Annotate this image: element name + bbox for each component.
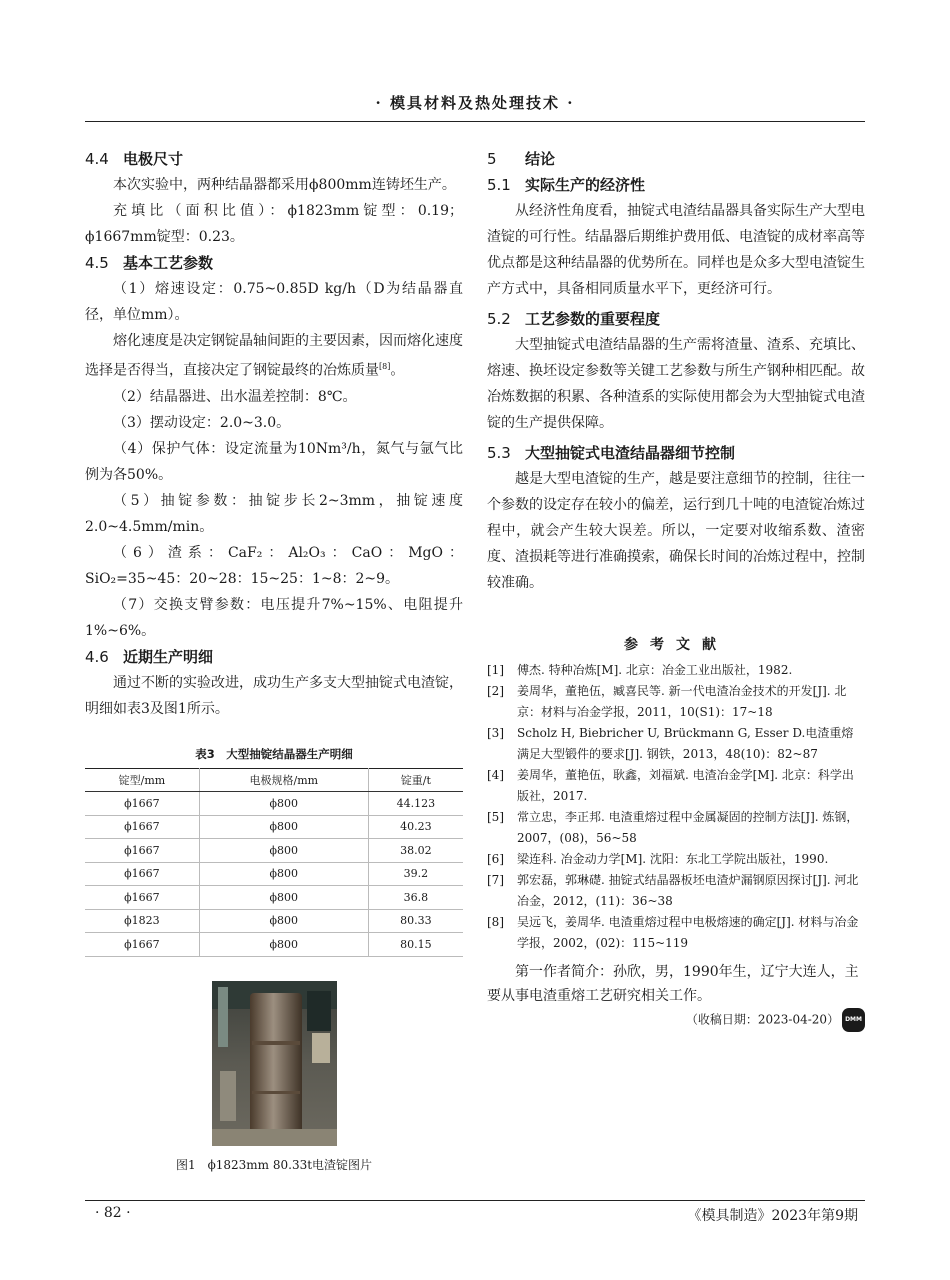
left-column xyxy=(85,146,463,1173)
reference-text: 傅杰. 特种冶炼[M]. 北京：冶金工业出版社，1982. xyxy=(517,663,793,677)
reference-text: 梁连科. 冶金动力学[M]. 沈阳：东北工学院出版社，1990. xyxy=(517,852,829,866)
reference-text: 吴远飞，姜周华. 电渣重熔过程中电极熔速的确定[J]. 材料与冶金学报，2002，(02)：115~119 xyxy=(517,915,859,950)
references-heading: 参考文献 xyxy=(624,637,728,653)
table-cell: ϕ1667 xyxy=(85,792,199,816)
table-cell: ϕ1823 xyxy=(85,909,199,933)
table-cell: ϕ800 xyxy=(199,862,368,886)
received-date: （收稿日期：2023-04-20） DMM xyxy=(487,1008,865,1032)
table-cell: ϕ800 xyxy=(199,909,368,933)
dmm-logo-icon: DMM xyxy=(842,1008,865,1032)
running-header: · 模具材料及热处理技术 · xyxy=(375,94,575,112)
table-row xyxy=(85,933,463,957)
table-header-cell: 锭重/t xyxy=(368,768,463,792)
reference-number: [2] xyxy=(487,684,504,698)
section-heading-5: 5 结论 xyxy=(487,150,556,168)
table-cell: ϕ1667 xyxy=(85,839,199,863)
table-row xyxy=(85,815,463,839)
footer-rule xyxy=(85,1200,865,1201)
reference-number: [4] xyxy=(487,768,504,782)
section-heading-5-2: 5.2 工艺参数的重要程度 xyxy=(487,310,661,328)
table-cell: 44.123 xyxy=(368,792,463,816)
section-heading-4-6: 4.6 近期生产明细 xyxy=(85,647,214,666)
reference-text: 郭宏磊，郭琳礎. 抽锭式结晶器板坯电渣炉漏钢原因探讨[J]. 河北冶金，2012，(11)：36~38 xyxy=(517,873,859,908)
reference-text: 常立忠，李正邦. 电渣重熔过程中金属凝固的控制方法[J]. 炼钢，2007，(08)，56~58 xyxy=(517,810,859,845)
paragraph: （6）渣系：CaF₂：Al₂O₃：CaO：MgO：SiO₂=35~45：20~28：15~25：1~8：2~9。 xyxy=(85,544,463,587)
table-cell: 40.23 xyxy=(368,815,463,839)
ingot-photo xyxy=(212,981,337,1146)
table-cell: 38.02 xyxy=(368,839,463,863)
paragraph: 从经济性角度看，抽锭式电渣结晶器具备实际生产大型电渣锭的可行性。结晶器后期维护费用低、电渣锭的成材率高等优点都是这种结晶器的优势所在。同样也是众多大型电渣锭生产方式中，具备相同质量水平下，更经济可行。 xyxy=(487,203,865,297)
table-cell: 36.8 xyxy=(368,886,463,910)
paragraph: 大型抽锭式电渣结晶器的生产需将渣量、渣系、充填比、熔速、换坯设定参数等关键工艺参数与所生产钢种相匹配。故冶炼数据的积累、各种渣系的实际使用都会为大型抽锭式电渣锭的生产提供保障。 xyxy=(487,337,865,431)
table-caption: 表3 大型抽锭结晶器生产明细 xyxy=(195,746,353,761)
reference-item xyxy=(487,912,865,954)
paragraph: （3）摆动设定：2.0~3.0。 xyxy=(113,414,291,431)
table-cell: ϕ1667 xyxy=(85,815,199,839)
paragraph: 本次实验中，两种结晶器都采用ϕ800mm连铸坯生产。 xyxy=(113,177,456,193)
paragraph: （5）抽锭参数：抽锭步长2~3mm，抽锭速度2.0~4.5mm/min。 xyxy=(85,492,463,535)
paragraph: （7）交换支臂参数：电压提升7%~15%、电阻提升1%~6%。 xyxy=(85,596,463,639)
table-cell: ϕ800 xyxy=(199,839,368,863)
journal-info: 《模具制造》2023年第9期 xyxy=(687,1208,858,1224)
citation: [8] xyxy=(379,362,391,371)
table-cell: ϕ1667 xyxy=(85,933,199,957)
reference-number: [3] xyxy=(487,726,504,740)
reference-item xyxy=(487,807,865,849)
table-body xyxy=(85,792,463,957)
table-cell: ϕ1667 xyxy=(85,886,199,910)
reference-list xyxy=(487,660,865,954)
reference-item xyxy=(487,681,865,723)
table-row xyxy=(85,886,463,910)
table-cell: 39.2 xyxy=(368,862,463,886)
table-header-cell: 电极规格/mm xyxy=(199,768,368,792)
table-cell: ϕ800 xyxy=(199,792,368,816)
table-row xyxy=(85,862,463,886)
paragraph: （1）熔速设定：0.75~0.85D kg/h（D为结晶器直径，单位mm）。 xyxy=(85,281,463,323)
section-heading-5-1: 5.1 实际生产的经济性 xyxy=(487,176,646,194)
table-cell: 80.15 xyxy=(368,933,463,957)
reference-text: 姜周华，董艳伍，耿鑫，刘福斌. 电渣冶金学[M]. 北京：科学出版社，2017. xyxy=(517,768,854,803)
table-cell: 80.33 xyxy=(368,909,463,933)
paragraph: 通过不断的实验改进，成功生产多支大型抽锭式电渣锭，明细如表3及图1所示。 xyxy=(85,674,463,717)
production-table xyxy=(85,768,463,957)
header-rule xyxy=(85,121,865,122)
reference-text: 姜周华，董艳伍，臧喜民等. 新一代电渣冶金技术的开发[J]. 北京：材料与冶金学报，2011，10(S1)：17~18 xyxy=(517,684,847,719)
page-number: · 82 · xyxy=(95,1205,131,1221)
reference-text: Scholz H, Biebricher U, Brückmann G, Esser D.电渣重熔满足大型锻件的要求[J]. 钢铁，2013，48(10)：82~87 xyxy=(517,726,854,761)
reference-item xyxy=(487,660,865,681)
reference-number: [8] xyxy=(487,915,504,929)
figure-caption: 图1 ϕ1823mm 80.33t电渣锭图片 xyxy=(175,1157,373,1172)
table-cell: ϕ800 xyxy=(199,886,368,910)
reference-item xyxy=(487,870,865,912)
paragraph: （2）结晶器进、出水温差控制：8℃。 xyxy=(113,388,357,405)
table-row xyxy=(85,792,463,816)
section-heading-4-4: 4.4 电极尺寸 xyxy=(85,150,184,168)
reference-item xyxy=(487,849,865,870)
paragraph: 越是大型电渣锭的生产，越是要注意细节的控制，往往一个参数的设定存在较小的偏差，运行到几十吨的电渣锭冶炼过程中，就会产生较大误差。所以，一定要对收缩系数、渣密度、渣损耗等进行准确摸索，确保长时间的冶炼过程中，控制较准确。 xyxy=(487,471,865,591)
reference-item xyxy=(487,723,865,765)
table-cell: ϕ800 xyxy=(199,933,368,957)
reference-number: [6] xyxy=(487,852,504,866)
section-heading-4-5: 4.5 基本工艺参数 xyxy=(85,254,214,272)
table-cell: ϕ1667 xyxy=(85,862,199,886)
table-header-row xyxy=(85,768,463,792)
paragraph: （4）保护气体：设定流量为10Nm³/h，氮气与氩气比例为各50%。 xyxy=(85,440,463,483)
table-row xyxy=(85,839,463,863)
author-bio: 第一作者简介：孙欣，男，1990年生，辽宁大连人，主要从事电渣重熔工艺研究相关工作。 xyxy=(487,964,859,1004)
reference-item xyxy=(487,765,865,807)
reference-number: [5] xyxy=(487,810,504,824)
section-heading-5-3: 5.3 大型抽锭式电渣结晶器细节控制 xyxy=(487,444,736,462)
table-header-cell: 锭型/mm xyxy=(85,768,199,792)
paragraph: 熔化速度是决定钢锭晶轴间距的主要因素，因而熔化速度选择是否得当，直接决定了钢锭最终的冶炼质量[8]。 xyxy=(85,333,463,379)
reference-number: [7] xyxy=(487,873,504,887)
table-cell: ϕ800 xyxy=(199,815,368,839)
reference-number: [1] xyxy=(487,663,504,677)
table-row xyxy=(85,909,463,933)
right-column xyxy=(487,146,865,1032)
paragraph: 充填比（面积比值）：ϕ1823mm锭型：0.19；ϕ1667mm锭型：0.23。 xyxy=(85,203,463,245)
